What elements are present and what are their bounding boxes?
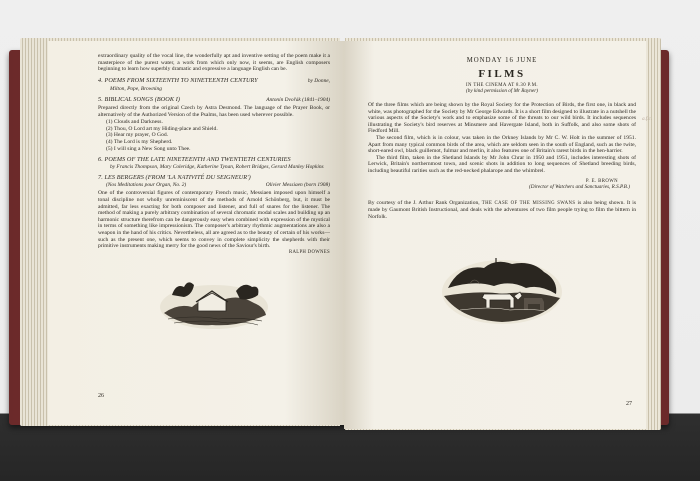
intro-paragraph: extraordinary quality of the vocal line, the wonderfully apt and inventive setting of the poem make it a masterpiece of the purest water, a work from which only now, it seems, are English composers beginning to learn how superbly dramatic and expressive a language English can be. xyxy=(98,53,330,73)
item4-title: 4. POEMS FROM SIXTEENTH TO NINETEENTH CENTURY xyxy=(98,76,258,84)
list-item: (1) Clouds and Darkness. xyxy=(106,119,163,126)
item7-sub: (Nos Meditations pour Organ, No. 2) xyxy=(106,182,187,189)
paragraph-4-lead: By courtesy of the J. Arthur Rank Organization, xyxy=(368,199,480,206)
item7-title: 7. LES BERGERS (FROM 'LA NATIVITÉ DU SEIGNEUR') xyxy=(98,174,251,182)
films-paragraph-3: The third film, taken in the Shetland Islands by Mr John Chrar in 1950 and 1951, includes interesting shots of Lerwick, Britain's northernmost town, and scenic shots in addition to long sequences of Shetland breeding birds, including beautiful rarities such as the red-necked phalarope and the whimbrel. xyxy=(368,154,636,174)
item4-sub: Milton, Pope, Browning xyxy=(110,85,162,92)
item5-body: Prepared directly from the original Czech by Astra Desmond. The language of the Prayer Book, or alternatively of the Authorized Version of the Psalms, has been used wherever possible. xyxy=(98,104,330,118)
films-paragraph-2: The second film, which is in colour, was taken in the Orkney Islands by Mr C. W. Holt in the summer of 1951. Apart from many typical common birds of the area, which are seldom seen in the south of England, such as the twite, short-eared owl, black guillemot, fulmar and merlin, it also features one of Britain's rarest birds in the hen-harrier. xyxy=(368,134,636,155)
credit-name: P. E. BROWN xyxy=(585,178,618,184)
event-date: MONDAY 16 JUNE xyxy=(466,57,538,64)
item7-heading xyxy=(98,174,330,181)
films-paragraph-1: Of the three films which are being shown by the Royal Society for the Protection of Birds, the first one, in black and white, was photographed for the Society by Mr George Edwards. It is a short film designed to illustrate in a nutshell the various aspects of the Society's work and to emphasize some of the threats to our wild birds. It includes sequences illustrating the Society's bird reserves at Minsmere and Havergate Island, both in Suffolk, and also some shots of Fledford Mill. xyxy=(368,102,636,135)
venue-line: IN THE CINEMA AT 8.30 P.M. xyxy=(465,83,539,88)
item5-title: 5. BIBLICAL SONGS (BOOK I) xyxy=(98,95,181,103)
item5-by: Antonín Dvořák (1841–1904) xyxy=(266,96,330,103)
item5-song-list xyxy=(106,119,330,152)
page-number-left: 26 xyxy=(98,393,104,399)
right-page xyxy=(344,41,652,429)
list-item: (5) I will sing a New Song unto Thee. xyxy=(106,145,191,152)
item4-heading xyxy=(98,77,330,85)
signature: RALPH DOWNES xyxy=(288,249,330,255)
margin-pencil-note: a.f.c. xyxy=(642,117,652,122)
credit-title: (Director of Watchers and Sanctuaries, R.S.P.B.) xyxy=(529,183,630,190)
item6-heading xyxy=(98,156,330,163)
item7-by: Olivier Messiaen (born 1908) xyxy=(265,182,330,189)
page-number-right: 27 xyxy=(626,401,632,407)
section-heading: FILMS xyxy=(478,68,526,80)
paragraph-4-rest: is also being shown. It is made by Gaumont British Instructional, and deals with the adventures of two film people trying to film the bittern in Norfolk. xyxy=(368,199,637,220)
item4-by: by Donne, xyxy=(307,77,330,84)
item6-sub: by Francis Thompson, Mary Coleridge, Katherine Tynan, Robert Bridges, Gerard Manley Hopkins xyxy=(110,164,324,171)
left-page xyxy=(48,41,344,425)
item7-subheading xyxy=(98,182,330,189)
list-item: (4) The Lord is my Shepherd. xyxy=(106,138,173,145)
film-title-caps: THE CASE OF THE MISSING SWANS xyxy=(481,200,576,206)
item6-title: 6. POEMS OF THE LATE NINETEENTH AND TWENTIETH CENTURIES xyxy=(98,156,291,164)
list-item: (2) Thou, O Lord art my Hiding-place and Shield. xyxy=(106,125,218,132)
films-paragraph-4 xyxy=(368,200,636,221)
woodcut-cottage-illustration xyxy=(158,273,270,333)
list-item: (3) Hear my prayer, O God. xyxy=(106,132,169,139)
item7-body: One of the controversial figures of contemporary French music, Messiaen imposed upon himself a tonal discipline not wholly unreminiscent of the methods of Arnold Schönberg, but, it must be admitted, far less exacting for both composer and listener, and full of snares for the listener. The method of making a purely arbitrary combination of several chromatic modal scales and building up an harmonic structure therefrom can be dangerously easy when combined with expression of the mystical in terms of something like impressionism. The composer's arbitrary rhythmic augmentations are also a weapon in the hand of his critics. Nevertheless, all are agreed as to the beauty of certain of his works—such as the present one, which seems to convey in complete simplicity the shepherds with their primitive instruments making merry for the good news of the Saviour's birth. xyxy=(98,190,330,250)
woodcut-cattle-illustration xyxy=(440,254,564,326)
permission-line: (by kind permission of Mr Rayner) xyxy=(466,88,538,94)
item5-heading xyxy=(98,96,330,104)
